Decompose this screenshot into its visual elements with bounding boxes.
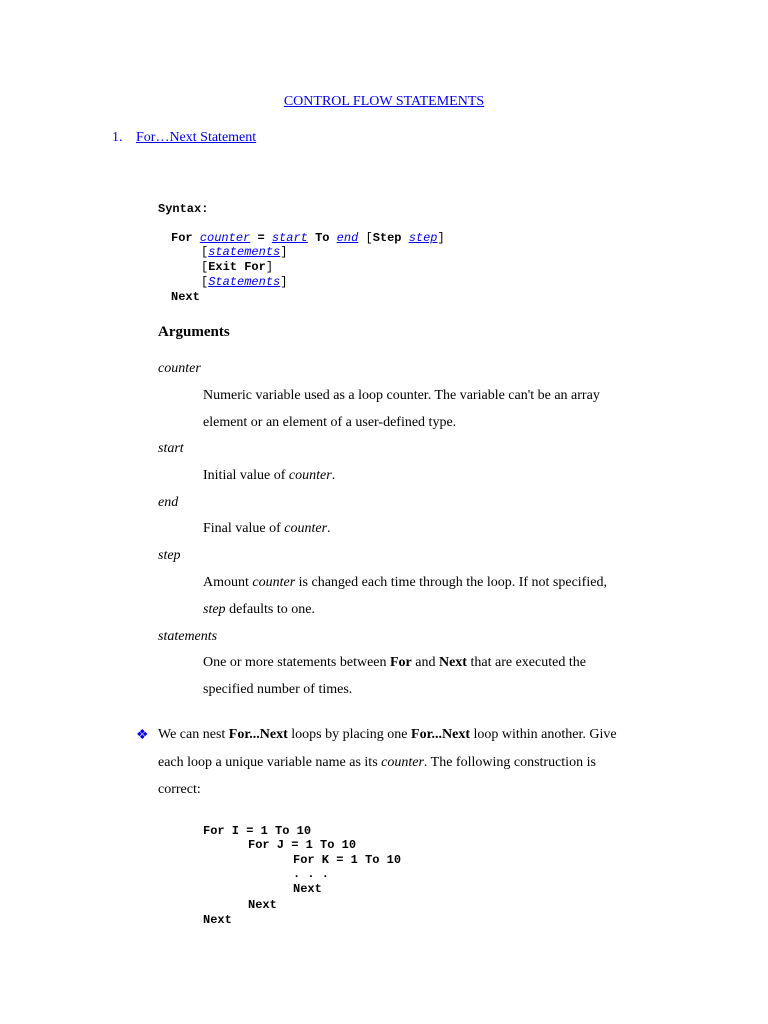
text-run-italic: counter bbox=[381, 755, 424, 770]
bracket-open: [ bbox=[201, 275, 209, 289]
code-line: Next bbox=[203, 913, 232, 927]
text-run: loop within another. Give bbox=[470, 727, 617, 742]
step-link[interactable]: step bbox=[408, 231, 438, 245]
arg-name-statements: statements bbox=[158, 629, 218, 644]
section-heading[interactable]: For…Next Statement bbox=[136, 130, 257, 145]
text-run: each loop a unique variable name as its bbox=[158, 755, 382, 770]
arg-name-counter: counter bbox=[158, 361, 201, 376]
end-link[interactable]: end bbox=[336, 231, 359, 245]
text-run: Initial value of bbox=[203, 468, 289, 483]
text-run-italic: counter bbox=[284, 521, 328, 536]
kw-for: For bbox=[171, 231, 193, 245]
arg-name-end: end bbox=[158, 495, 179, 510]
text-run: We can nest bbox=[158, 727, 229, 742]
arg-desc-counter-line-1: Numeric variable used as a loop counter. The variable can't be an array bbox=[203, 388, 600, 403]
code-line: Next bbox=[293, 882, 322, 896]
text-run: . The following construction is bbox=[423, 755, 596, 770]
bracket-open: [ bbox=[201, 245, 209, 259]
text-run-italic: step bbox=[203, 602, 226, 617]
bracket-open: [ bbox=[365, 231, 373, 245]
code-line: Next bbox=[248, 898, 277, 912]
text-run: is changed each time through the loop. If not specified, bbox=[295, 575, 607, 590]
equals-sign: = bbox=[257, 231, 265, 245]
statements-link[interactable]: statements bbox=[208, 245, 281, 259]
syntax-line-4 bbox=[201, 275, 287, 289]
text-run: and bbox=[411, 655, 439, 670]
note-line-2 bbox=[158, 755, 656, 771]
syntax-line-3 bbox=[201, 260, 273, 274]
code-line: For K = 1 To 10 bbox=[293, 853, 402, 867]
section-number: 1. bbox=[112, 130, 123, 145]
bracket-close: ] bbox=[265, 260, 274, 274]
kw-to: To bbox=[315, 231, 330, 245]
bracket-close: ] bbox=[437, 231, 445, 245]
arg-desc-step-line-1 bbox=[203, 575, 607, 591]
text-run: One or more statements between bbox=[203, 655, 390, 670]
text-run: loops by placing one bbox=[287, 727, 412, 742]
arg-desc-end bbox=[203, 521, 331, 537]
page-title[interactable]: CONTROL FLOW STATEMENTS bbox=[283, 94, 485, 109]
bracket-close: ] bbox=[280, 275, 288, 289]
syntax-line-1 bbox=[171, 231, 445, 245]
bracket-open: [ bbox=[201, 260, 209, 274]
statements-link-2[interactable]: Statements bbox=[208, 275, 281, 289]
text-run-bold: For bbox=[390, 655, 412, 670]
diamond-bullet-icon: ❖ bbox=[136, 728, 149, 743]
syntax-line-5: Next bbox=[171, 290, 200, 304]
note-line-3: correct: bbox=[158, 782, 201, 797]
arg-desc-statements-line-1 bbox=[203, 655, 586, 671]
text-run: Final value of bbox=[203, 521, 285, 536]
note-line-1 bbox=[158, 727, 656, 743]
text-run-bold: Next bbox=[438, 655, 467, 670]
arg-name-start: start bbox=[158, 441, 184, 456]
counter-link[interactable]: counter bbox=[199, 231, 251, 245]
text-run: . bbox=[331, 468, 336, 483]
text-run-bold: For...Next bbox=[411, 727, 470, 742]
code-line: For J = 1 To 10 bbox=[248, 838, 357, 852]
syntax-label: Syntax: bbox=[158, 202, 209, 216]
code-line: For I = 1 To 10 bbox=[203, 824, 312, 838]
exit-for-keyword: Exit For bbox=[208, 260, 266, 274]
arg-name-step: step bbox=[158, 548, 181, 563]
text-run-italic: counter bbox=[288, 468, 332, 483]
text-run: that are executed the bbox=[466, 655, 586, 670]
text-run: defaults to one. bbox=[225, 602, 315, 617]
text-run: Amount bbox=[203, 575, 253, 590]
arg-desc-statements-line-2: specified number of times. bbox=[203, 682, 353, 697]
text-run: . bbox=[327, 521, 331, 536]
bracket-close: ] bbox=[280, 245, 288, 259]
arg-desc-start bbox=[203, 468, 335, 484]
text-run-bold: For...Next bbox=[228, 727, 288, 742]
arguments-heading: Arguments bbox=[158, 324, 230, 340]
arg-desc-step-line-2 bbox=[203, 602, 315, 618]
arg-desc-counter-line-2: element or an element of a user-defined type. bbox=[203, 415, 457, 430]
kw-step: Step bbox=[372, 231, 402, 245]
code-line: . . . bbox=[293, 867, 330, 881]
text-run-italic: counter bbox=[252, 575, 296, 590]
syntax-line-2 bbox=[201, 245, 287, 259]
start-link[interactable]: start bbox=[271, 231, 308, 245]
